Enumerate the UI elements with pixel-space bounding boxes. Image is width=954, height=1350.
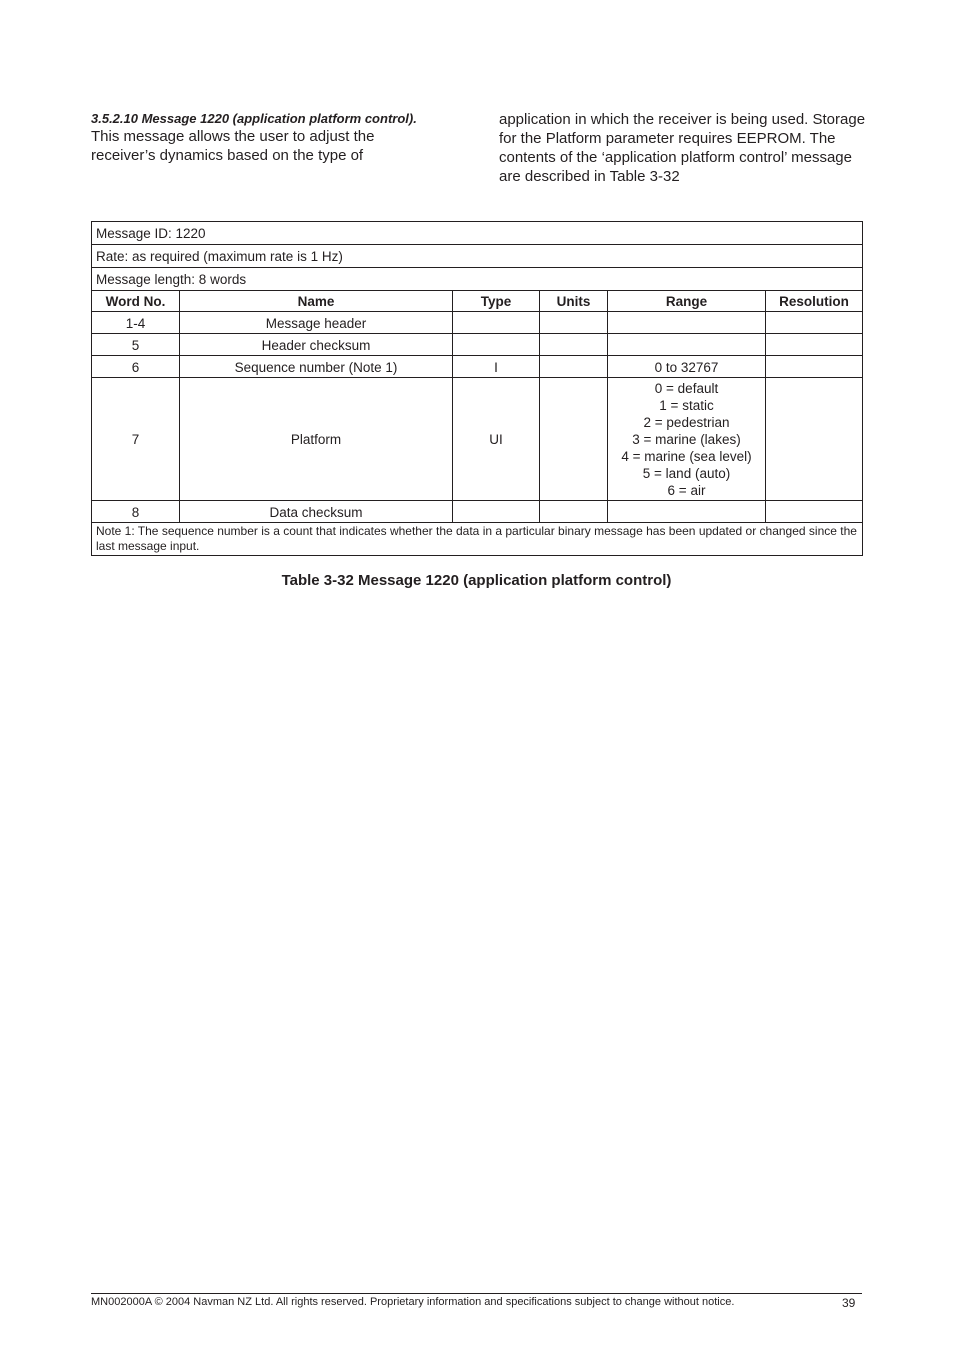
cell-range: [608, 356, 766, 378]
info-row-length: [92, 268, 863, 291]
message-length-cell: Message length: 8 words: [92, 268, 863, 291]
cell-word: 6: [92, 356, 180, 378]
cell-range: [608, 501, 766, 523]
range-line: 4 = marine (sea level): [621, 449, 752, 464]
header-range: Range: [608, 291, 766, 312]
page-number: 39: [842, 1296, 856, 1310]
footer-copyright: MN002000A © 2004 Navman NZ Ltd. All rights reserved. Proprietary information and specifications subject to change without notice.: [91, 1296, 735, 1308]
rate-cell: Rate: as required (maximum rate is 1 Hz): [92, 245, 863, 268]
intro-paragraph-left: This message allows the user to adjust the receiver’s dynamics based on the type of: [91, 128, 375, 164]
header-row: [92, 291, 863, 312]
cell-word: 5: [92, 334, 180, 356]
range-line: 0 = default: [654, 381, 719, 396]
range-line: 2 = pedestrian: [643, 415, 730, 430]
cell-type: [453, 334, 540, 356]
cell-resolution: [766, 501, 863, 523]
header-word-no: Word No.: [92, 291, 180, 312]
header-units: Units: [540, 291, 608, 312]
cell-resolution: [766, 312, 863, 334]
range-line: 6 = air: [667, 483, 706, 498]
left-column: [91, 110, 421, 165]
table-row: [92, 312, 863, 334]
table-row: [92, 378, 863, 501]
cell-word: 8: [92, 501, 180, 523]
cell-name: Message header: [180, 312, 453, 334]
cell-type: I: [453, 356, 540, 378]
header-type: Type: [453, 291, 540, 312]
cell-units: [540, 378, 608, 501]
cell-name: Sequence number (Note 1): [180, 356, 453, 378]
note-row: [92, 523, 863, 556]
footer-divider: [91, 1293, 862, 1294]
message-id-cell: Message ID: 1220: [92, 222, 863, 245]
range-line: 3 = marine (lakes): [632, 432, 741, 447]
info-row-message-id: [92, 222, 863, 245]
cell-word: 7: [92, 378, 180, 501]
right-column: [499, 110, 869, 186]
range-line: 1 = static: [659, 398, 714, 413]
cell-word: 1-4: [92, 312, 180, 334]
info-row-rate: [92, 245, 863, 268]
cell-resolution: [766, 378, 863, 501]
cell-resolution: [766, 334, 863, 356]
cell-type: [453, 501, 540, 523]
cell-range: [608, 312, 766, 334]
header-name: Name: [180, 291, 453, 312]
cell-name: Platform: [180, 378, 453, 501]
cell-units: [540, 356, 608, 378]
intro-paragraph-right: application in which the receiver is being used. Storage for the Platform parameter requires EEPROM. The contents of the ‘application platform control’ message are described in Table 3-32: [499, 111, 866, 185]
range-line: 0 to 32767: [654, 359, 719, 375]
cell-name: Header checksum: [180, 334, 453, 356]
cell-units: [540, 334, 608, 356]
cell-range: [608, 334, 766, 356]
table-row: [92, 356, 863, 378]
table-row: [92, 334, 863, 356]
note-cell: Note 1: The sequence number is a count that indicates whether the data in a particular binary message has been updated or changed since the last message input.: [92, 523, 863, 556]
table-row: [92, 501, 863, 523]
cell-units: [540, 501, 608, 523]
table-caption: Table 3-32 Message 1220 (application platform control): [281, 572, 672, 589]
cell-units: [540, 312, 608, 334]
cell-name: Data checksum: [180, 501, 453, 523]
section-heading: 3.5.2.10 Message 1220 (application platform control).: [91, 111, 417, 126]
range-line: 5 = land (auto): [642, 466, 731, 481]
cell-type: UI: [453, 378, 540, 501]
cell-resolution: [766, 356, 863, 378]
cell-range: [608, 378, 766, 501]
message-spec-table: [91, 221, 863, 556]
header-resolution: Resolution: [766, 291, 863, 312]
cell-type: [453, 312, 540, 334]
